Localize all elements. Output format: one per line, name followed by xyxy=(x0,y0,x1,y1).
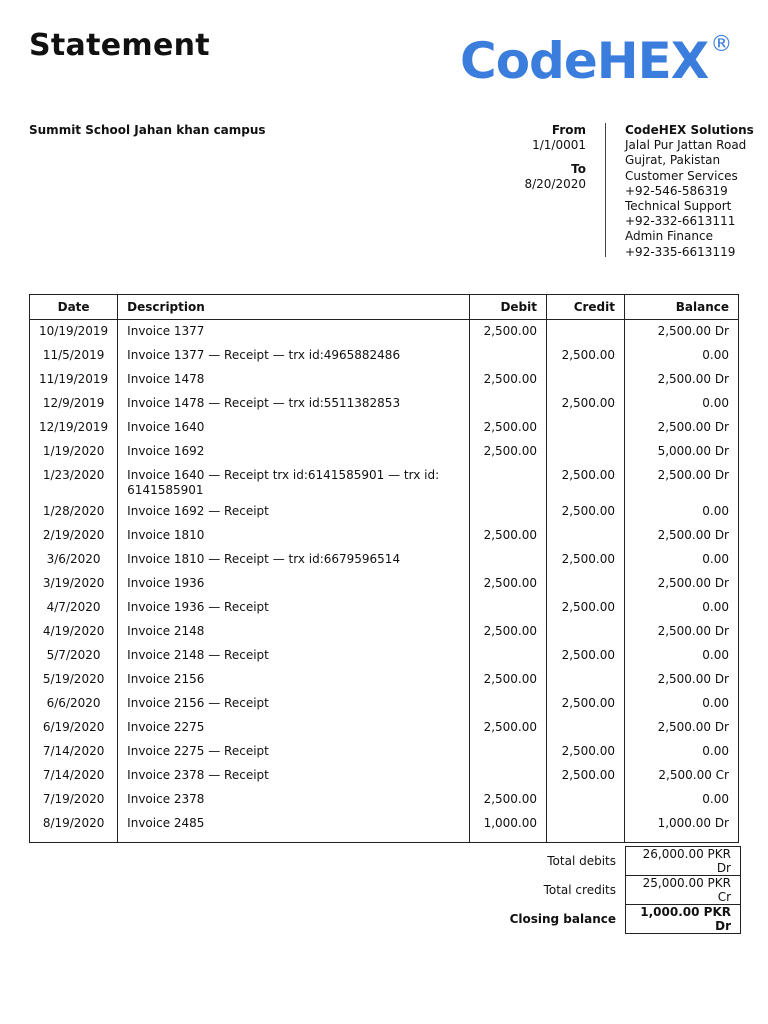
cell-description: Invoice 1810 xyxy=(118,525,470,549)
cell-description: Invoice 2378 — Receipt xyxy=(118,765,470,789)
cell-debit: 2,500.00 xyxy=(470,621,547,645)
cell-credit xyxy=(547,441,625,465)
cell-debit: 2,500.00 xyxy=(470,573,547,597)
cell-description: Invoice 1936 — Receipt xyxy=(118,597,470,621)
cell-balance: 5,000.00 Dr xyxy=(625,441,739,465)
cell-balance: 1,000.00 Dr xyxy=(625,813,739,843)
table-row xyxy=(30,717,739,741)
page-title: Statement xyxy=(29,28,210,63)
customer-name: Summit School Jahan khan campus xyxy=(29,123,266,137)
cell-date: 5/7/2020 xyxy=(30,645,118,669)
cell-debit: 2,500.00 xyxy=(470,369,547,393)
cell-date: 4/7/2020 xyxy=(30,597,118,621)
cell-balance: 2,500.00 Cr xyxy=(625,765,739,789)
statement-period xyxy=(524,123,586,192)
cell-balance: 0.00 xyxy=(625,789,739,813)
table-row xyxy=(30,669,739,693)
cell-credit: 2,500.00 xyxy=(547,597,625,621)
cell-credit xyxy=(547,525,625,549)
cell-credit xyxy=(547,669,625,693)
cell-debit xyxy=(470,345,547,369)
cell-date: 3/19/2020 xyxy=(30,573,118,597)
table-header-row xyxy=(30,295,739,320)
closing-balance-value: 1,000.00 PKR Dr xyxy=(626,905,741,934)
cell-description: Invoice 1936 xyxy=(118,573,470,597)
from-date: 1/1/0001 xyxy=(532,138,586,152)
cell-balance: 2,500.00 Dr xyxy=(625,369,739,393)
cell-credit: 2,500.00 xyxy=(547,645,625,669)
cell-debit: 2,500.00 xyxy=(470,525,547,549)
cell-credit: 2,500.00 xyxy=(547,693,625,717)
cell-credit xyxy=(547,417,625,441)
cell-debit: 1,000.00 xyxy=(470,813,547,843)
cell-debit: 2,500.00 xyxy=(470,789,547,813)
cell-credit xyxy=(547,813,625,843)
cell-date: 11/5/2019 xyxy=(30,345,118,369)
statement-table xyxy=(29,294,739,843)
cell-balance: 2,500.00 Dr xyxy=(625,417,739,441)
table-row xyxy=(30,525,739,549)
cell-description: Invoice 2156 — Receipt xyxy=(118,693,470,717)
cell-credit xyxy=(547,573,625,597)
cell-balance: 2,500.00 Dr xyxy=(625,320,739,346)
cell-description: Invoice 1692 — Receipt xyxy=(118,501,470,525)
cell-balance: 0.00 xyxy=(625,645,739,669)
cell-date: 8/19/2020 xyxy=(30,813,118,843)
company-info-line: Customer Services xyxy=(625,168,738,183)
table-row xyxy=(30,549,739,573)
cell-balance: 0.00 xyxy=(625,501,739,525)
table-row xyxy=(30,621,739,645)
company-info-line: +92-546-586319 xyxy=(625,183,728,198)
total-credits-row xyxy=(380,876,741,905)
cell-debit xyxy=(470,693,547,717)
cell-date: 1/23/2020 xyxy=(30,465,118,501)
cell-credit xyxy=(547,717,625,741)
total-credits-value: 25,000.00 PKR Cr xyxy=(626,876,741,905)
cell-date: 5/19/2020 xyxy=(30,669,118,693)
cell-credit: 2,500.00 xyxy=(547,549,625,573)
table-row xyxy=(30,741,739,765)
cell-date: 1/19/2020 xyxy=(30,441,118,465)
cell-description: Invoice 1377 — Receipt — trx id:4965882486 xyxy=(118,345,470,369)
company-info-line: Jalal Pur Jattan Road xyxy=(625,138,747,153)
cell-debit xyxy=(470,597,547,621)
cell-debit xyxy=(470,765,547,789)
cell-description: Invoice 2148 xyxy=(118,621,470,645)
table-row xyxy=(30,393,739,417)
header-description: Description xyxy=(118,295,470,320)
from-label: From xyxy=(551,123,586,137)
cell-description: Invoice 2485 xyxy=(118,813,470,843)
total-debits-label: Total debits xyxy=(547,854,616,868)
cell-debit xyxy=(470,741,547,765)
header-balance: Balance xyxy=(625,295,739,320)
header-debit: Debit xyxy=(470,295,547,320)
cell-description: Invoice 1377 xyxy=(118,320,470,346)
cell-description: Invoice 1640 xyxy=(118,417,470,441)
cell-debit: 2,500.00 xyxy=(470,669,547,693)
cell-date: 7/19/2020 xyxy=(30,789,118,813)
cell-credit: 2,500.00 xyxy=(547,393,625,417)
table-row xyxy=(30,789,739,813)
cell-balance: 0.00 xyxy=(625,597,739,621)
cell-credit: 2,500.00 xyxy=(547,765,625,789)
cell-balance: 0.00 xyxy=(625,693,739,717)
logo-text: CodeHEX xyxy=(460,32,709,90)
divider xyxy=(605,123,606,257)
cell-date: 12/9/2019 xyxy=(30,393,118,417)
cell-debit xyxy=(470,465,547,501)
to-label: To xyxy=(571,162,586,176)
company-info-line: Admin Finance xyxy=(625,229,713,244)
cell-date: 12/19/2019 xyxy=(30,417,118,441)
cell-description: Invoice 2378 xyxy=(118,789,470,813)
cell-debit xyxy=(470,393,547,417)
company-info-line: +92-332-6613111 xyxy=(625,214,736,229)
cell-balance: 0.00 xyxy=(625,549,739,573)
cell-credit xyxy=(547,320,625,346)
cell-date: 10/19/2019 xyxy=(30,320,118,346)
cell-credit xyxy=(547,789,625,813)
cell-debit xyxy=(470,645,547,669)
cell-debit: 2,500.00 xyxy=(470,441,547,465)
table-row xyxy=(30,465,739,501)
cell-debit: 2,500.00 xyxy=(470,320,547,346)
codehex-logo xyxy=(460,32,732,90)
table-row xyxy=(30,441,739,465)
cell-credit: 2,500.00 xyxy=(547,741,625,765)
cell-balance: 2,500.00 Dr xyxy=(625,465,739,501)
total-debits-value: 26,000.00 PKR Dr xyxy=(626,847,741,876)
company-info-line: Technical Support xyxy=(625,199,732,214)
cell-debit xyxy=(470,501,547,525)
cell-balance: 2,500.00 Dr xyxy=(625,669,739,693)
company-info-line: +92-335-6613119 xyxy=(625,244,736,259)
cell-description: Invoice 1692 xyxy=(118,441,470,465)
table-row xyxy=(30,573,739,597)
table-row xyxy=(30,320,739,346)
cell-description: Invoice 2275 — Receipt xyxy=(118,741,470,765)
table-row xyxy=(30,345,739,369)
company-name: CodeHEX Solutions xyxy=(625,123,754,137)
cell-date: 3/6/2020 xyxy=(30,549,118,573)
cell-debit: 2,500.00 xyxy=(470,417,547,441)
table-row xyxy=(30,369,739,393)
cell-debit xyxy=(470,549,547,573)
table-row xyxy=(30,645,739,669)
cell-balance: 2,500.00 Dr xyxy=(625,717,739,741)
cell-balance: 0.00 xyxy=(625,741,739,765)
cell-credit xyxy=(547,369,625,393)
cell-date: 6/6/2020 xyxy=(30,693,118,717)
cell-date: 4/19/2020 xyxy=(30,621,118,645)
cell-description: Invoice 2275 xyxy=(118,717,470,741)
company-info xyxy=(625,123,754,260)
cell-debit: 2,500.00 xyxy=(470,717,547,741)
cell-balance: 0.00 xyxy=(625,393,739,417)
cell-description: Invoice 1478 xyxy=(118,369,470,393)
cell-credit: 2,500.00 xyxy=(547,465,625,501)
cell-description: Invoice 1640 — Receipt trx id:6141585901 — trx id: 6141585901 xyxy=(118,465,470,501)
cell-credit xyxy=(547,621,625,645)
table-row xyxy=(30,765,739,789)
cell-balance: 2,500.00 Dr xyxy=(625,525,739,549)
cell-date: 7/14/2020 xyxy=(30,741,118,765)
cell-date: 1/28/2020 xyxy=(30,501,118,525)
cell-balance: 0.00 xyxy=(625,345,739,369)
table-row xyxy=(30,417,739,441)
table-row xyxy=(30,813,739,843)
cell-description: Invoice 1810 — Receipt — trx id:6679596514 xyxy=(118,549,470,573)
cell-date: 7/14/2020 xyxy=(30,765,118,789)
totals-table xyxy=(380,846,741,934)
company-info-line: Gujrat, Pakistan xyxy=(625,153,721,168)
registered-mark: ® xyxy=(710,32,732,57)
total-debits-row xyxy=(380,847,741,876)
cell-credit: 2,500.00 xyxy=(547,345,625,369)
cell-description: Invoice 2156 xyxy=(118,669,470,693)
cell-balance: 2,500.00 Dr xyxy=(625,573,739,597)
cell-credit: 2,500.00 xyxy=(547,501,625,525)
cell-date: 6/19/2020 xyxy=(30,717,118,741)
cell-date: 2/19/2020 xyxy=(30,525,118,549)
cell-description: Invoice 2148 — Receipt xyxy=(118,645,470,669)
closing-balance-label: Closing balance xyxy=(509,912,616,926)
to-date: 8/20/2020 xyxy=(524,177,586,191)
table-row xyxy=(30,597,739,621)
table-row xyxy=(30,693,739,717)
cell-date: 11/19/2019 xyxy=(30,369,118,393)
cell-balance: 2,500.00 Dr xyxy=(625,621,739,645)
table-row xyxy=(30,501,739,525)
total-credits-label: Total credits xyxy=(543,883,616,897)
header-credit: Credit xyxy=(547,295,625,320)
header-date: Date xyxy=(30,295,118,320)
cell-description: Invoice 1478 — Receipt — trx id:5511382853 xyxy=(118,393,470,417)
closing-balance-row xyxy=(380,905,741,934)
